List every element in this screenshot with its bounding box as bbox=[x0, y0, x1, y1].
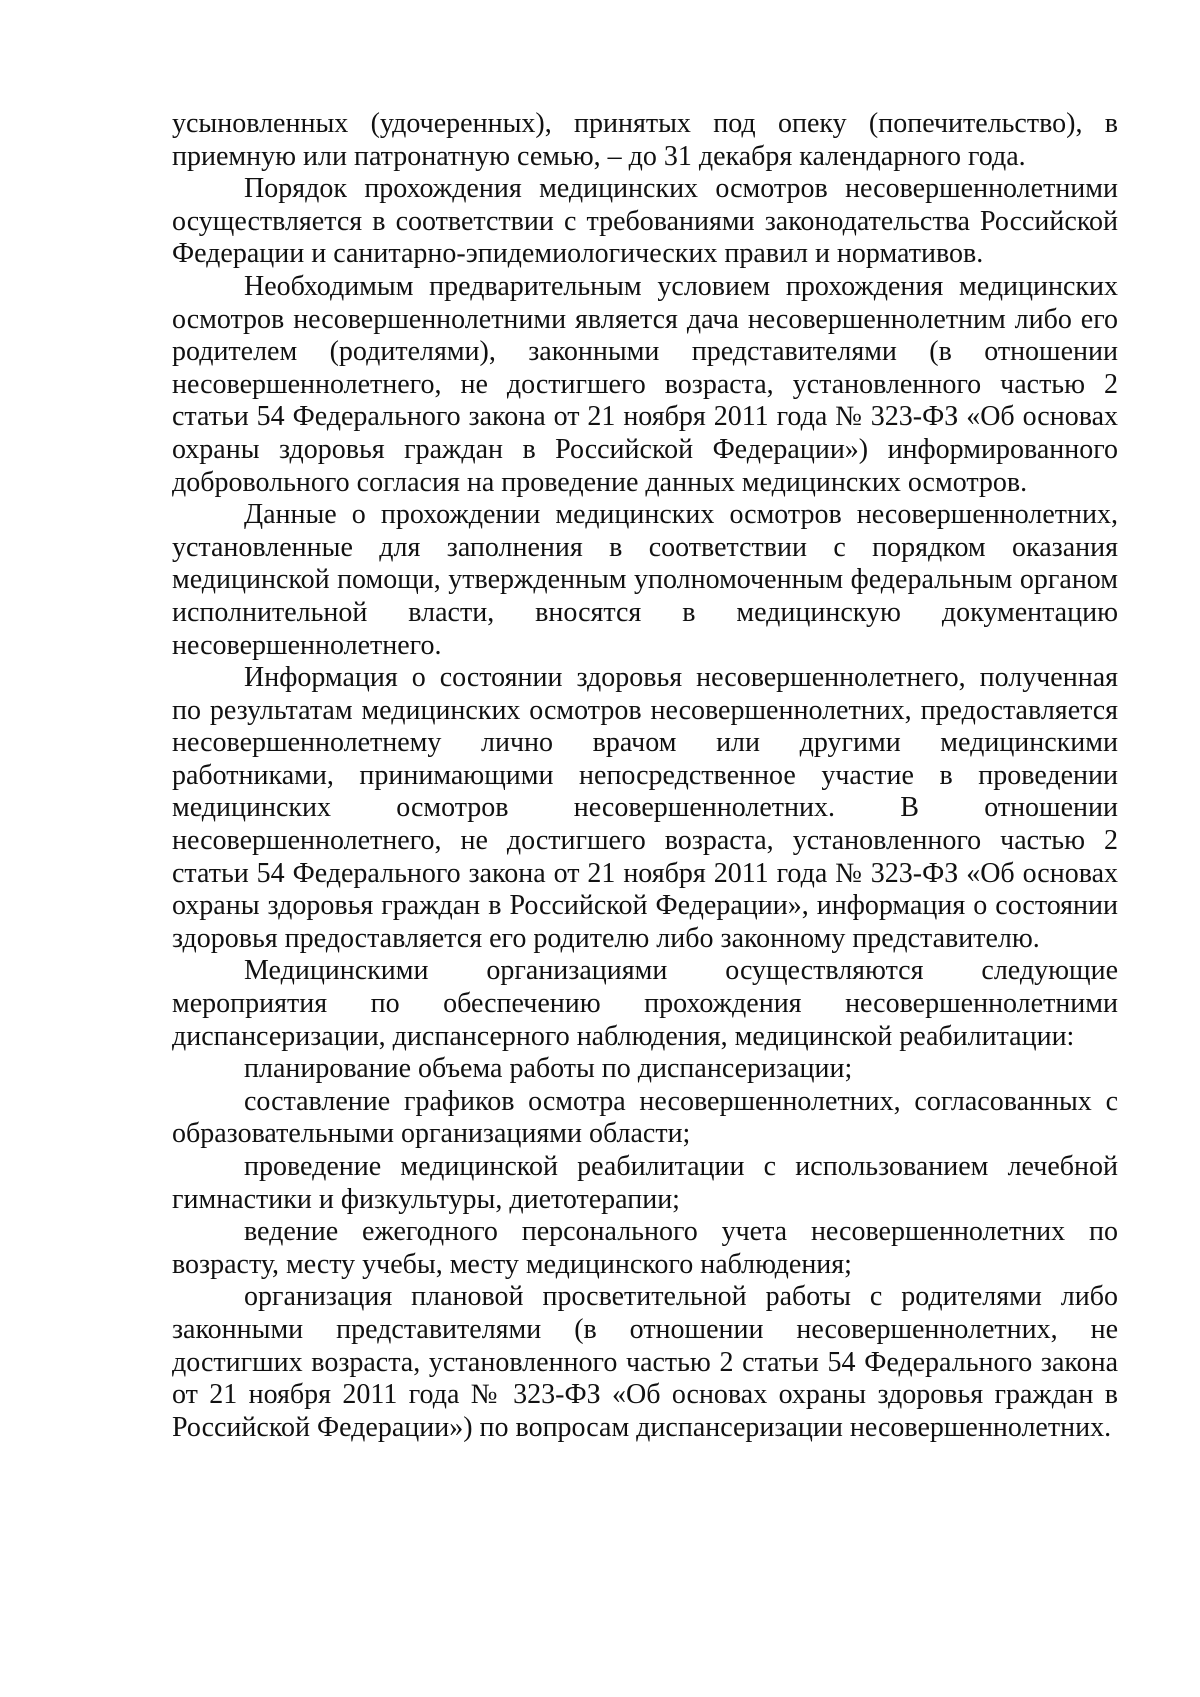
list-item-annual-records: ведение ежегодного персонального учета несовершеннолетних по возрасту, месту учебы, месту медицинского наблюдения; bbox=[172, 1216, 1118, 1280]
list-item-rehabilitation: проведение медицинской реабилитации с использованием лечебной гимнастики и физкультуры, диетотерапии; bbox=[172, 1151, 1118, 1215]
list-item-outreach-tail bbox=[310, 1412, 1111, 1443]
paragraph-informed-consent: Необходимым предварительным условием прохождения медицинских осмотров несовершеннолетними является дача несовершеннолетним либо его родителем (родителями), законными представителями (в отношении несовершеннолетнего, не достигшего возраста, установленного частью 2 статьи 54 Федерального закона от 21 ноября 2011 года № 323-ФЗ «Об основах охраны здоровья граждан в Российской Федерации») информированного добровольного согласия на проведение данных медицинских осмотров. bbox=[172, 270, 1118, 498]
paragraph-exam-procedure: Порядок прохождения медицинских осмотров несовершеннолетними осуществляется в соответствии с требованиями законодательства Российской Федерации и санитарно-эпидемиологических правил и нормативов. bbox=[172, 173, 1118, 270]
paragraph-health-information: Информация о состоянии здоровья несовершеннолетнего, полученная по результатам медицинских осмотров несовершеннолетних, предоставляется несовершеннолетнему лично врачом или другими медицинскими работниками, принимающими непосредственное участие в проведении медицинских осмотров несовершеннолетних. В отношении несовершеннолетнего, не достигшего возраста, установленного частью 2 статьи 54 Федерального закона от 21 ноября 2011 года № 323-ФЗ «Об основах охраны здоровья граждан в Российской Федерации», информация о состоянии здоровья предоставляется его родителю либо законному представителю. bbox=[172, 662, 1118, 954]
list-item-outreach bbox=[172, 1281, 1118, 1444]
list-item-planning: планирование объема работы по диспансеризации; bbox=[244, 1053, 853, 1085]
paragraph-exam-data: Данные о прохождении медицинских осмотров несовершеннолетних, установленные для заполнения в соответствии с порядком оказания медицинской помощи, утвержденным уполномоченным федеральным органом исполнительной власти, вносятся в медицинскую документацию несовершеннолетнего. bbox=[172, 499, 1118, 661]
list-item-outreach-tail-text: Федерации») по вопросам диспансеризации несовершеннолетних. bbox=[317, 1411, 1112, 1443]
paragraph-continuation: усыновленных (удочеренных), принятых под опеку (попечительство), в приемную или патронатную семью, – до 31 декабря календарного года. bbox=[172, 108, 1118, 172]
list-item-schedules: составление графиков осмотра несовершеннолетних, согласованных с образовательными организациями области; bbox=[172, 1085, 1118, 1150]
paragraph-measures-intro: Медицинскими организациями осуществляются следующие мероприятия по обеспечению прохождения несовершеннолетними диспансеризации, диспансерного наблюдения, медицинской реабилитации: bbox=[172, 955, 1118, 1052]
list-item-outreach-main: организация плановой просветительной работы с родителями либо законными представителями (в отношении несовершеннолетних, не достигших возраста, установленного частью 2 статьи 54 Федерального закона от 21 ноября 2011 года № 323-ФЗ «Об основах охраны здоровья граждан в Российской bbox=[172, 1281, 1118, 1443]
